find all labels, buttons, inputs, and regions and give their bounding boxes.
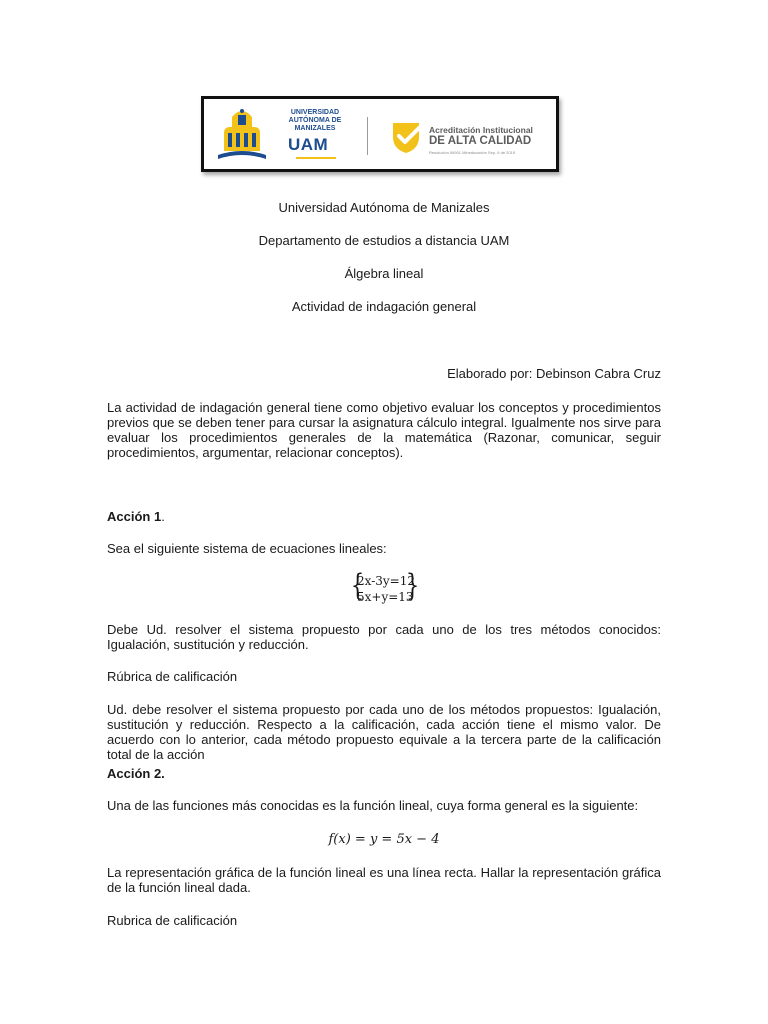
accion1-heading [107, 509, 165, 525]
accion1-rubric: Ud. debe resolver el sistema propuesto por cada uno de los métodos propuestos: Igualación, sustitución y reducción. Respecto a la calificación, cada acción tiene el mismo valor. De acuerdo con lo anterior, cada método propuesto equivale a la tercera parte de la calificación total de la acción [107, 702, 661, 762]
accion2-rubric-title: Rubrica de calificación [107, 913, 238, 928]
accion2-statement: Una de las funciones más conocidas es la función lineal, cuya forma general es la siguiente: [107, 798, 639, 813]
uam-full-name: UNIVERSIDAD AUTÓNOMA DE MANIZALES [288, 109, 342, 132]
institution-banner [201, 96, 559, 172]
accreditation-title: Acreditación Institucional [429, 125, 533, 135]
equation-system [350, 568, 420, 605]
author-line: Elaborado por: Debinson Cabra Cruz [447, 366, 661, 381]
accion2-heading: Acción 2. [107, 766, 165, 781]
uam-abbreviation: UAM [288, 135, 329, 154]
banner-divider [367, 117, 368, 155]
accion1-task: Debe Ud. resolver el sistema propuesto por cada uno de los tres métodos conocidos: Igualación, sustitución y reducción. [107, 622, 661, 652]
left-brace: { [350, 568, 365, 603]
accreditation-resolution: Resolución 06901 Mineducación Sep. 6 de 2019 [429, 150, 516, 155]
equation-1: 2x-3y=12 [357, 574, 415, 588]
accion1-title: Acción 1 [107, 509, 162, 524]
equation-2: 5x+y=13 [357, 590, 414, 604]
right-brace: } [405, 568, 420, 603]
department-name: Departamento de estudios a distancia UAM [258, 233, 510, 248]
intro-paragraph: La actividad de indagación general tiene como objetivo evaluar los conceptos y procedimientos previos que se deben tener para cursar la asignatura cálculo integral. Igualmente nos sirve para evaluar los procedimientos generales de la matemática (Razonar, comunicar, seguir procedimientos, argumentar, relacionar conceptos). [107, 400, 661, 460]
accion2-task: La representación gráfica de la función lineal es una línea recta. Hallar la representación gráfica de la función lineal dada. [107, 865, 661, 895]
activity-title: Actividad de indagación general [291, 299, 477, 314]
linear-function-formula: f(x) = y = 5x − 4 [328, 832, 440, 847]
course-name: Álgebra lineal [344, 266, 424, 281]
accion1-rubric-title: Rúbrica de calificación [107, 669, 238, 684]
accion1-statement: Sea el siguiente sistema de ecuaciones lineales: [107, 541, 387, 556]
checkmark-badge-icon [389, 119, 425, 155]
accion1-title-suffix: . [161, 509, 165, 524]
accreditation-level: DE ALTA CALIDAD [429, 135, 532, 147]
university-name: Universidad Autónoma de Manizales [278, 200, 490, 215]
